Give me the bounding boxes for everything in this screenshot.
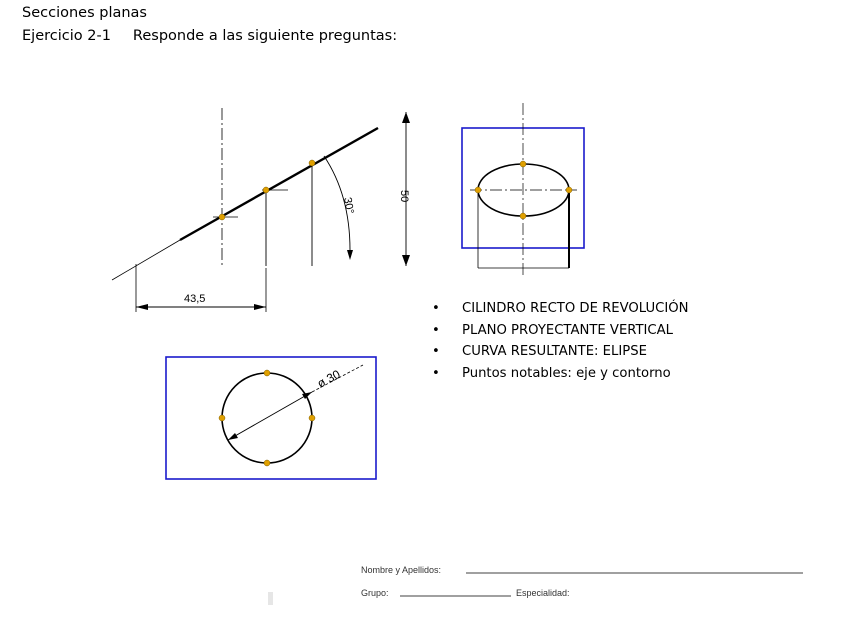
angle-arrow (347, 250, 353, 260)
notable-point (264, 460, 270, 466)
notable-point (219, 214, 225, 220)
notable-point (520, 213, 526, 219)
list-item-text: Puntos notables: eje y contorno (462, 365, 671, 381)
top-view-frame (166, 357, 376, 479)
dim-arrow-right (254, 304, 266, 310)
top-view (166, 357, 376, 479)
dim-arrow-left (136, 304, 148, 310)
exercise-prompt: Responde a las siguiente preguntas: (132, 28, 398, 44)
name-label: Nombre y Apellidos: (361, 565, 442, 575)
diameter-line (228, 392, 312, 440)
notable-point (219, 415, 225, 421)
angle-text: 30° (341, 196, 356, 215)
dim-arrow-top (402, 112, 410, 123)
faint-mark (268, 592, 273, 605)
notable-point (309, 160, 315, 166)
list-item: • CURVA RESULTANTE: ELIPSE (432, 344, 647, 359)
plane-extension-line (112, 240, 180, 280)
dim-text-horizontal: 43,5 (184, 293, 206, 305)
group-label: Grupo: (361, 588, 389, 598)
notable-point (475, 187, 481, 193)
notable-point (520, 161, 526, 167)
list-item-text: PLANO PROYECTANTE VERTICAL (462, 322, 674, 338)
front-view (112, 108, 410, 312)
diameter-arrow (228, 433, 238, 440)
notable-point (566, 187, 572, 193)
list-item-text: CURVA RESULTANTE: ELIPSE (462, 344, 647, 359)
list-item: • CILINDRO RECTO DE REVOLUCIÓN (432, 301, 689, 316)
diameter-text: ø 30 (314, 367, 343, 391)
exercise-id: Ejercicio 2-1 (22, 28, 111, 44)
list-item: • PLANO PROYECTANTE VERTICAL (432, 322, 674, 338)
notable-point (264, 370, 270, 376)
dim-arrow-bottom (402, 255, 410, 266)
answer-list (432, 298, 688, 384)
notable-point (309, 415, 315, 421)
specialty-label: Especialidad: (516, 588, 570, 598)
dim-text-vertical: 50 (398, 190, 410, 203)
list-item: • Puntos notables: eje y contorno (432, 365, 671, 381)
page-title: Secciones planas (22, 5, 147, 21)
notable-point (263, 187, 269, 193)
list-item-text: CILINDRO RECTO DE REVOLUCIÓN (462, 301, 689, 316)
